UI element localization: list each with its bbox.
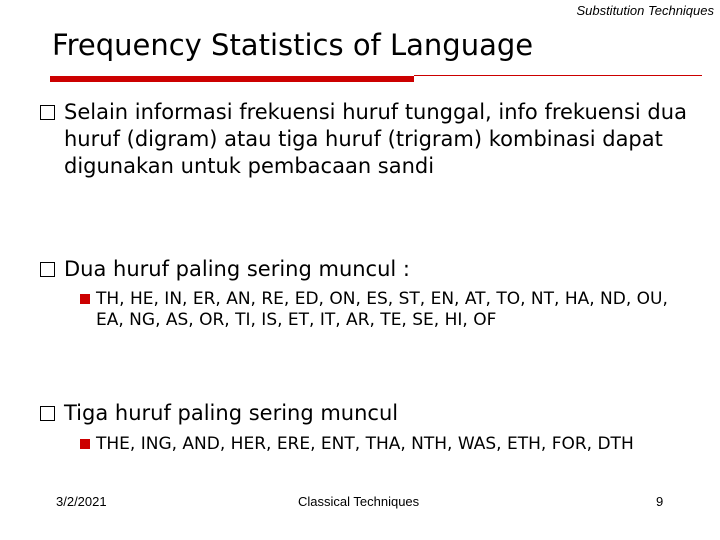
page-number: 9 — [656, 494, 664, 509]
hollow-square-bullet-icon — [40, 262, 55, 277]
title-underline-thick — [50, 76, 414, 82]
title-underline-thin — [414, 75, 702, 76]
footer-title: Classical Techniques — [298, 494, 420, 509]
sub-bullet-item — [76, 289, 696, 331]
bullet-item — [40, 256, 700, 283]
filled-square-bullet-icon — [80, 294, 90, 304]
hollow-square-bullet-icon — [40, 406, 55, 421]
sub-bullet-text: THE, ING, AND, HER, ERE, ENT, THA, NTH, WAS, ETH, FOR, DTH — [96, 434, 634, 454]
slide-title: Frequency Statistics of Language — [52, 28, 534, 62]
sub-bullet-text: TH, HE, IN, ER, AN, RE, ED, ON, ES, ST, EN, AT, TO, NT, HA, ND, OU, EA, NG, AS, OR, TI, IS, ET, IT, AR, TE, SE, HI, OF — [96, 289, 668, 330]
hollow-square-bullet-icon — [40, 105, 55, 120]
filled-square-bullet-icon — [80, 439, 90, 449]
sub-bullet-item — [76, 434, 696, 455]
footer-date: 3/2/2021 — [56, 494, 107, 509]
bullet-text: Tiga huruf paling sering muncul — [64, 401, 399, 425]
bullet-item — [40, 99, 700, 180]
bullet-text: Dua huruf paling sering muncul : — [64, 257, 410, 281]
section-label: Substitution Techniques — [576, 3, 714, 18]
bullet-item — [40, 400, 700, 427]
bullet-text: Selain informasi frekuensi huruf tunggal, info frekuensi dua huruf (digram) atau tiga huruf (trigram) kombinasi dapat digunakan untuk pembacaan sandi — [64, 100, 687, 178]
